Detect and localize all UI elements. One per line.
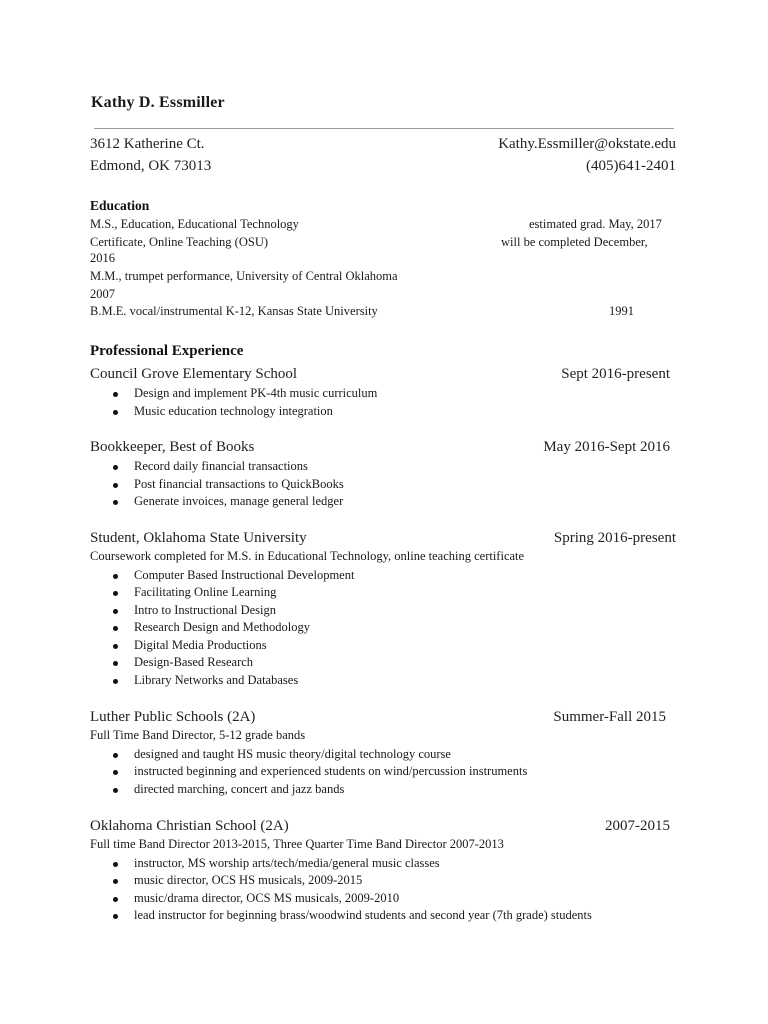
bullet-icon <box>113 591 118 596</box>
email-address: Kathy.Essmiller@okstate.edu <box>498 136 676 152</box>
bullet-icon <box>113 753 118 758</box>
list-item: Record daily financial transactions <box>134 458 676 476</box>
education-entry-3-wrap: 2007 <box>90 287 115 301</box>
job-date: Sept 2016-present <box>561 366 670 382</box>
job-luther-public-schools <box>90 707 676 798</box>
list-item: Generate invoices, manage general ledger <box>134 493 676 511</box>
bullet-icon <box>113 788 118 793</box>
education-entry-4: B.M.E. vocal/instrumental K-12, Kansas State University <box>90 304 378 318</box>
job-title: Oklahoma Christian School (2A) <box>90 818 289 834</box>
list-item: Design-Based Research <box>134 654 676 672</box>
job-description: Full Time Band Director, 5-12 grade bands <box>90 728 306 742</box>
bullet-icon <box>113 770 118 775</box>
list-item: lead instructor for beginning brass/woodwind students and second year (7th grade) students <box>134 907 676 925</box>
list-item: instructed beginning and experienced students on wind/percussion instruments <box>134 763 676 781</box>
list-item: Music education technology integration <box>134 403 676 421</box>
job-oklahoma-christian <box>90 816 676 925</box>
bullet-icon <box>113 879 118 884</box>
education-entry-2-date: will be completed December, <box>501 235 648 249</box>
education-entry-4-date: 1991 <box>609 304 634 318</box>
list-item: Post financial transactions to QuickBooks <box>134 476 676 494</box>
list-item: Digital Media Productions <box>134 637 676 655</box>
experience-heading: Professional Experience <box>90 343 244 359</box>
job-title: Student, Oklahoma State University <box>90 530 307 546</box>
list-item: Computer Based Instructional Development <box>134 567 676 585</box>
address-line-2: Edmond, OK 73013 <box>90 158 212 174</box>
resume-name: Kathy D. Essmiller <box>91 94 225 111</box>
bullet-icon <box>113 897 118 902</box>
bullet-icon <box>113 644 118 649</box>
job-council-grove <box>90 364 676 420</box>
list-item: Research Design and Methodology <box>134 619 676 637</box>
bullet-icon <box>113 862 118 867</box>
bullet-icon <box>113 465 118 470</box>
list-item: directed marching, concert and jazz bands <box>134 781 676 799</box>
bullet-icon <box>113 574 118 579</box>
job-date: May 2016-Sept 2016 <box>543 439 670 455</box>
job-best-of-books <box>90 437 676 511</box>
job-date: Summer-Fall 2015 <box>553 709 666 725</box>
job-title: Council Grove Elementary School <box>90 366 298 382</box>
bullet-icon <box>113 914 118 919</box>
bullet-icon <box>113 392 118 397</box>
bullet-icon <box>113 609 118 614</box>
list-item: music/drama director, OCS MS musicals, 2009-2010 <box>134 890 676 908</box>
job-title: Luther Public Schools (2A) <box>90 709 256 725</box>
list-item: music director, OCS HS musicals, 2009-2015 <box>134 872 676 890</box>
header-divider <box>94 128 674 129</box>
bullet-icon <box>113 679 118 684</box>
bullet-icon <box>113 410 118 415</box>
job-description: Coursework completed for M.S. in Educational Technology, online teaching certificate <box>90 549 525 563</box>
list-item: instructor, MS worship arts/tech/media/general music classes <box>134 855 676 873</box>
list-item: designed and taught HS music theory/digital technology course <box>134 746 676 764</box>
list-item: Facilitating Online Learning <box>134 584 676 602</box>
education-entry-1: M.S., Education, Educational Technology <box>90 217 299 231</box>
list-item: Library Networks and Databases <box>134 672 676 690</box>
education-entry-3: M.M., trumpet performance, University of Central Oklahoma <box>90 269 398 283</box>
job-date: Spring 2016-present <box>553 530 676 546</box>
list-item: Intro to Instructional Design <box>134 602 676 620</box>
job-title: Bookkeeper, Best of Books <box>90 439 255 455</box>
list-item: Design and implement PK-4th music curriculum <box>134 385 676 403</box>
education-heading: Education <box>90 198 150 213</box>
bullet-icon <box>113 500 118 505</box>
education-entry-2-wrap: 2016 <box>90 251 115 265</box>
bullet-icon <box>113 661 118 666</box>
education-entry-1-date: estimated grad. May, 2017 <box>529 217 662 231</box>
phone-number: (405)641-2401 <box>586 158 676 174</box>
job-description: Full time Band Director 2013-2015, Three Quarter Time Band Director 2007-2013 <box>90 837 504 851</box>
contact-line-2 <box>90 158 676 175</box>
education-entry-2: Certificate, Online Teaching (OSU) <box>90 235 269 249</box>
bullet-icon <box>113 483 118 488</box>
bullet-icon <box>113 626 118 631</box>
job-date: 2007-2015 <box>605 818 670 834</box>
address-line-1: 3612 Katherine Ct. <box>90 136 205 152</box>
contact-line-1 <box>90 136 676 153</box>
job-oklahoma-state <box>90 528 676 689</box>
